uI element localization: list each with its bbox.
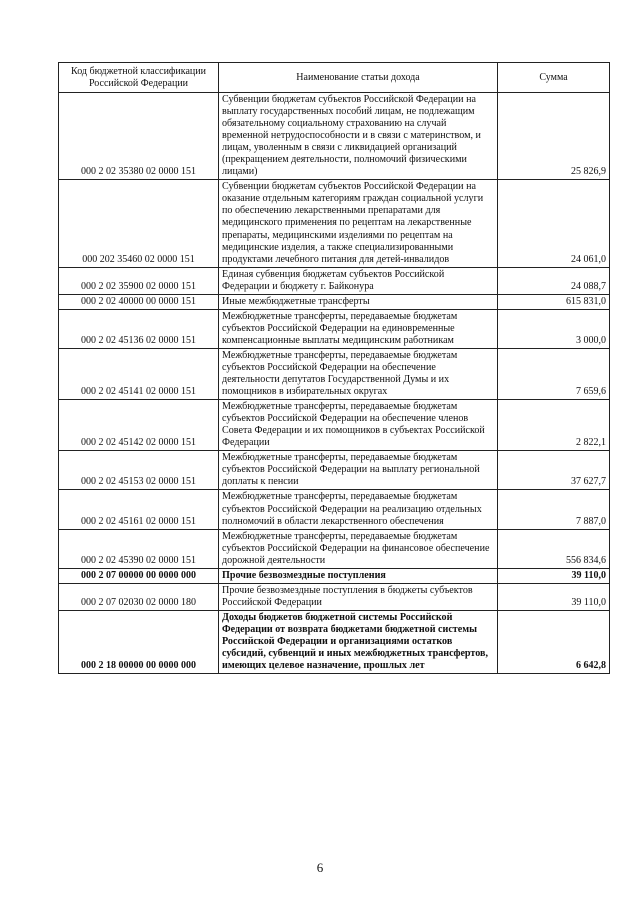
- budget-table: [58, 62, 610, 674]
- name-cell: Иные межбюджетные трансферты: [219, 294, 498, 309]
- name-cell: Межбюджетные трансферты, передаваемые бюджетам субъектов Российской Федерации на обеспечение членов Совета Федерации и их помощников в субъектах Российской Федерации: [219, 400, 498, 451]
- table-row: [59, 529, 610, 568]
- table-row: [59, 309, 610, 348]
- code-cell: 000 2 07 00000 00 0000 000: [59, 568, 219, 583]
- header-name: Наименование статьи дохода: [219, 63, 498, 93]
- name-cell: Единая субвенция бюджетам субъектов Российской Федерации и бюджету г. Байконура: [219, 267, 498, 294]
- table-row: [59, 93, 610, 180]
- code-cell: 000 202 35460 02 0000 151: [59, 180, 219, 267]
- sum-cell: 39 110,0: [498, 583, 610, 610]
- header-row: [59, 63, 610, 93]
- name-cell: Межбюджетные трансферты, передаваемые бюджетам субъектов Российской Федерации на выплату региональной доплаты к пенсии: [219, 451, 498, 490]
- sum-cell: 6 642,8: [498, 610, 610, 673]
- name-cell: Межбюджетные трансферты, передаваемые бюджетам субъектов Российской Федерации на реализацию отдельных полномочий в области лекарственного обеспечения: [219, 490, 498, 529]
- table-row: [59, 451, 610, 490]
- table-row: [59, 583, 610, 610]
- table-row: [59, 490, 610, 529]
- table-body: [59, 93, 610, 674]
- name-cell: Прочие безвозмездные поступления в бюджеты субъектов Российской Федерации: [219, 583, 498, 610]
- code-cell: 000 2 02 45142 02 0000 151: [59, 400, 219, 451]
- table-row: [59, 348, 610, 399]
- sum-cell: 24 088,7: [498, 267, 610, 294]
- code-cell: 000 2 02 45141 02 0000 151: [59, 348, 219, 399]
- name-cell: Межбюджетные трансферты, передаваемые бюджетам субъектов Российской Федерации на финансовое обеспечение дорожной деятельности: [219, 529, 498, 568]
- code-cell: 000 2 07 02030 02 0000 180: [59, 583, 219, 610]
- name-cell: Субвенции бюджетам субъектов Российской Федерации на оказание отдельным категориям граждан социальной услуги по обеспечению лекарственными препаратами для медицинского применения по рецептам на лекарственные препараты, медицинскими изделиями по рецептам на медицинские изделия, а также специализированными продуктами лечебного питания для детей-инвалидов: [219, 180, 498, 267]
- sum-cell: 37 627,7: [498, 451, 610, 490]
- table-row: [59, 180, 610, 267]
- sum-cell: 556 834,6: [498, 529, 610, 568]
- name-cell: Межбюджетные трансферты, передаваемые бюджетам субъектов Российской Федерации на обеспечение деятельности депутатов Государственной Думы и их помощников в избирательных округах: [219, 348, 498, 399]
- code-cell: 000 2 02 35900 02 0000 151: [59, 267, 219, 294]
- page-number: 6: [316, 860, 324, 875]
- code-cell: 000 2 02 45136 02 0000 151: [59, 309, 219, 348]
- sum-cell: 25 826,9: [498, 93, 610, 180]
- table-row: [59, 610, 610, 673]
- header-code: Код бюджетной классификации Российской Федерации: [59, 63, 219, 93]
- name-cell: Субвенции бюджетам субъектов Российской Федерации на выплату государственных пособий лицам, не подлежащим обязательному социальному страхованию на случай временной нетрудоспособности и в связи с материнством, и лицам, уволенным в связи с ликвидацией организаций (прекращением деятельности, полномочий физическими лицами): [219, 93, 498, 180]
- code-cell: 000 2 02 40000 00 0000 151: [59, 294, 219, 309]
- table-row: [59, 267, 610, 294]
- name-cell: Прочие безвозмездные поступления: [219, 568, 498, 583]
- sum-cell: 3 000,0: [498, 309, 610, 348]
- name-cell: Межбюджетные трансферты, передаваемые бюджетам субъектов Российской Федерации на единовременные компенсационные выплаты медицинским работникам: [219, 309, 498, 348]
- sum-cell: 24 061,0: [498, 180, 610, 267]
- sum-cell: 7 887,0: [498, 490, 610, 529]
- table-row: [59, 294, 610, 309]
- code-cell: 000 2 02 45390 02 0000 151: [59, 529, 219, 568]
- name-cell: Доходы бюджетов бюджетной системы Российской Федерации от возврата бюджетами бюджетной системы Российской Федерации и организациями остатков субсидий, субвенций и иных межбюджетных трансфертов, имеющих целевое назначение, прошлых лет: [219, 610, 498, 673]
- sum-cell: 2 822,1: [498, 400, 610, 451]
- header-sum: Сумма: [498, 63, 610, 93]
- sum-cell: 7 659,6: [498, 348, 610, 399]
- code-cell: 000 2 02 35380 02 0000 151: [59, 93, 219, 180]
- sum-cell: 615 831,0: [498, 294, 610, 309]
- sum-cell: 39 110,0: [498, 568, 610, 583]
- code-cell: 000 2 02 45161 02 0000 151: [59, 490, 219, 529]
- table-row: [59, 568, 610, 583]
- code-cell: 000 2 18 00000 00 0000 000: [59, 610, 219, 673]
- table-row: [59, 400, 610, 451]
- code-cell: 000 2 02 45153 02 0000 151: [59, 451, 219, 490]
